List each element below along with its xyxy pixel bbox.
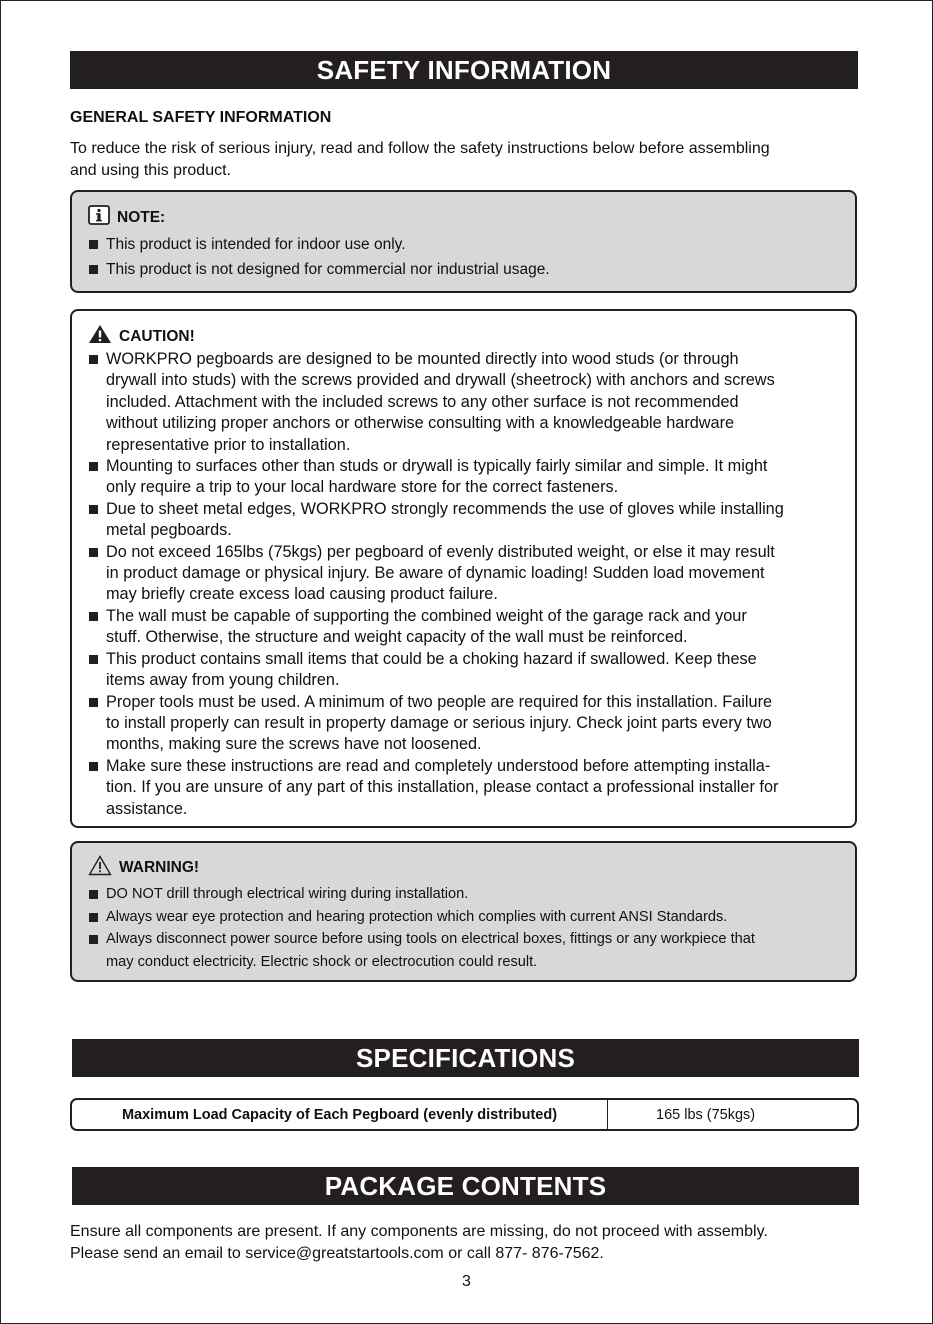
caution-line: Mounting to surfaces other than studs or drywall is typically fairly similar and simple. It might xyxy=(106,457,768,476)
caution-box xyxy=(70,309,857,828)
package-line: Ensure all components are present. If any components are missing, do not proceed with assembly. xyxy=(70,1223,768,1240)
caution-line: assistance. xyxy=(106,799,188,818)
warning-line: Always disconnect power source before using tools on electrical boxes, fittings or any workpiece that xyxy=(106,931,755,947)
caution-line: tion. If you are unsure of any part of this installation, please contact a professional installer for xyxy=(106,778,779,797)
package-line: Please send an email to service@greatstartools.com or call 877- 876-7562. xyxy=(70,1245,604,1262)
warning-item xyxy=(88,883,845,906)
warning-triangle-filled-icon xyxy=(88,324,112,349)
caution-item xyxy=(88,456,845,499)
note-item: This product is not designed for commercial nor industrial usage. xyxy=(88,257,845,282)
warning-triangle-outline-icon xyxy=(88,855,112,881)
page-number: 3 xyxy=(462,1273,471,1290)
spec-value: 165 lbs (75kgs) xyxy=(656,1106,756,1123)
note-list xyxy=(88,232,845,282)
caution-item xyxy=(88,606,845,649)
note-item: This product is intended for indoor use only. xyxy=(88,232,845,257)
caution-line: in product damage or physical injury. Be aware of dynamic loading! Sudden load movement xyxy=(106,564,765,583)
caution-line: Proper tools must be used. A minimum of two people are required for this installation. Failure xyxy=(106,692,773,711)
package-contents-header: PACKAGE CONTENTS xyxy=(72,1167,859,1205)
caution-line: items away from young children. xyxy=(106,671,340,690)
caution-line: Due to sheet metal edges, WORKPRO strongly recommends the use of gloves while installing xyxy=(106,499,784,518)
caution-line: WORKPRO pegboards are designed to be mounted directly into wood studs (or through xyxy=(106,350,739,368)
specifications-header: SPECIFICATIONS xyxy=(72,1039,859,1077)
safety-intro xyxy=(70,138,865,182)
caution-line: This product contains small items that could be a choking hazard if swallowed. Keep these xyxy=(106,649,757,668)
caution-line: to install properly can result in property damage or serious injury. Check joint parts every two xyxy=(106,713,772,732)
caution-item xyxy=(88,756,845,820)
note-box xyxy=(70,190,857,293)
caution-line: Do not exceed 165lbs (75kgs) per pegboard of evenly distributed weight, or else it may result xyxy=(106,542,775,561)
caution-line: included. Attachment with the included screws to any other surface is not recommended xyxy=(106,392,739,411)
warning-item xyxy=(88,906,845,929)
caution-item xyxy=(88,692,845,756)
warning-title-text: WARNING! xyxy=(119,859,200,876)
caution-item xyxy=(88,499,845,542)
caution-list xyxy=(88,349,845,820)
caution-line: metal pegboards. xyxy=(106,521,232,540)
caution-line: Make sure these instructions are read and completely understood before attempting installa- xyxy=(106,756,771,775)
warning-line: DO NOT drill through electrical wiring during installation. xyxy=(106,886,469,902)
note-title-text: NOTE: xyxy=(117,208,166,226)
caution-title-text: CAUTION! xyxy=(119,327,195,345)
caution-title xyxy=(88,324,195,349)
warning-item xyxy=(88,928,845,973)
general-safety-heading: GENERAL SAFETY INFORMATION xyxy=(70,109,332,126)
caution-line: without utilizing proper anchors or otherwise consulting with a knowledgeable hardware xyxy=(106,414,735,433)
warning-box xyxy=(70,841,857,982)
caution-line: stuff. Otherwise, the structure and weight capacity of the wall must be reinforced. xyxy=(106,628,688,647)
note-title xyxy=(88,205,165,230)
caution-item xyxy=(88,649,845,692)
caution-line: only require a trip to your local hardware store for the correct fasteners. xyxy=(106,478,619,497)
caution-line: representative prior to installation. xyxy=(106,435,351,454)
warning-title xyxy=(88,855,199,881)
spec-label: Maximum Load Capacity of Each Pegboard (evenly distributed) xyxy=(72,1100,608,1129)
warning-line: Always wear eye protection and hearing protection which complies with current ANSI Standards. xyxy=(106,908,728,925)
caution-line: may briefly create excess load causing product failure. xyxy=(106,585,498,604)
caution-line: drywall into studs) with the screws provided and drywall (sheetrock) with anchors and screws xyxy=(106,371,775,390)
caution-line: The wall must be capable of supporting the combined weight of the garage rack and your xyxy=(106,606,747,625)
caution-item xyxy=(88,542,845,606)
warning-list xyxy=(88,883,845,973)
safety-intro-line: and using this product. xyxy=(70,162,231,179)
specifications-table xyxy=(70,1098,859,1131)
safety-intro-line: To reduce the risk of serious injury, read and follow the safety instructions below before assembling xyxy=(70,140,770,157)
caution-item xyxy=(88,349,845,456)
warning-line: may conduct electricity. Electric shock or electrocution could result. xyxy=(106,953,538,970)
safety-information-header: SAFETY INFORMATION xyxy=(70,51,858,89)
caution-line: months, making sure the screws have not loosened. xyxy=(106,735,482,754)
info-icon xyxy=(88,205,110,230)
package-contents-text xyxy=(70,1221,870,1265)
